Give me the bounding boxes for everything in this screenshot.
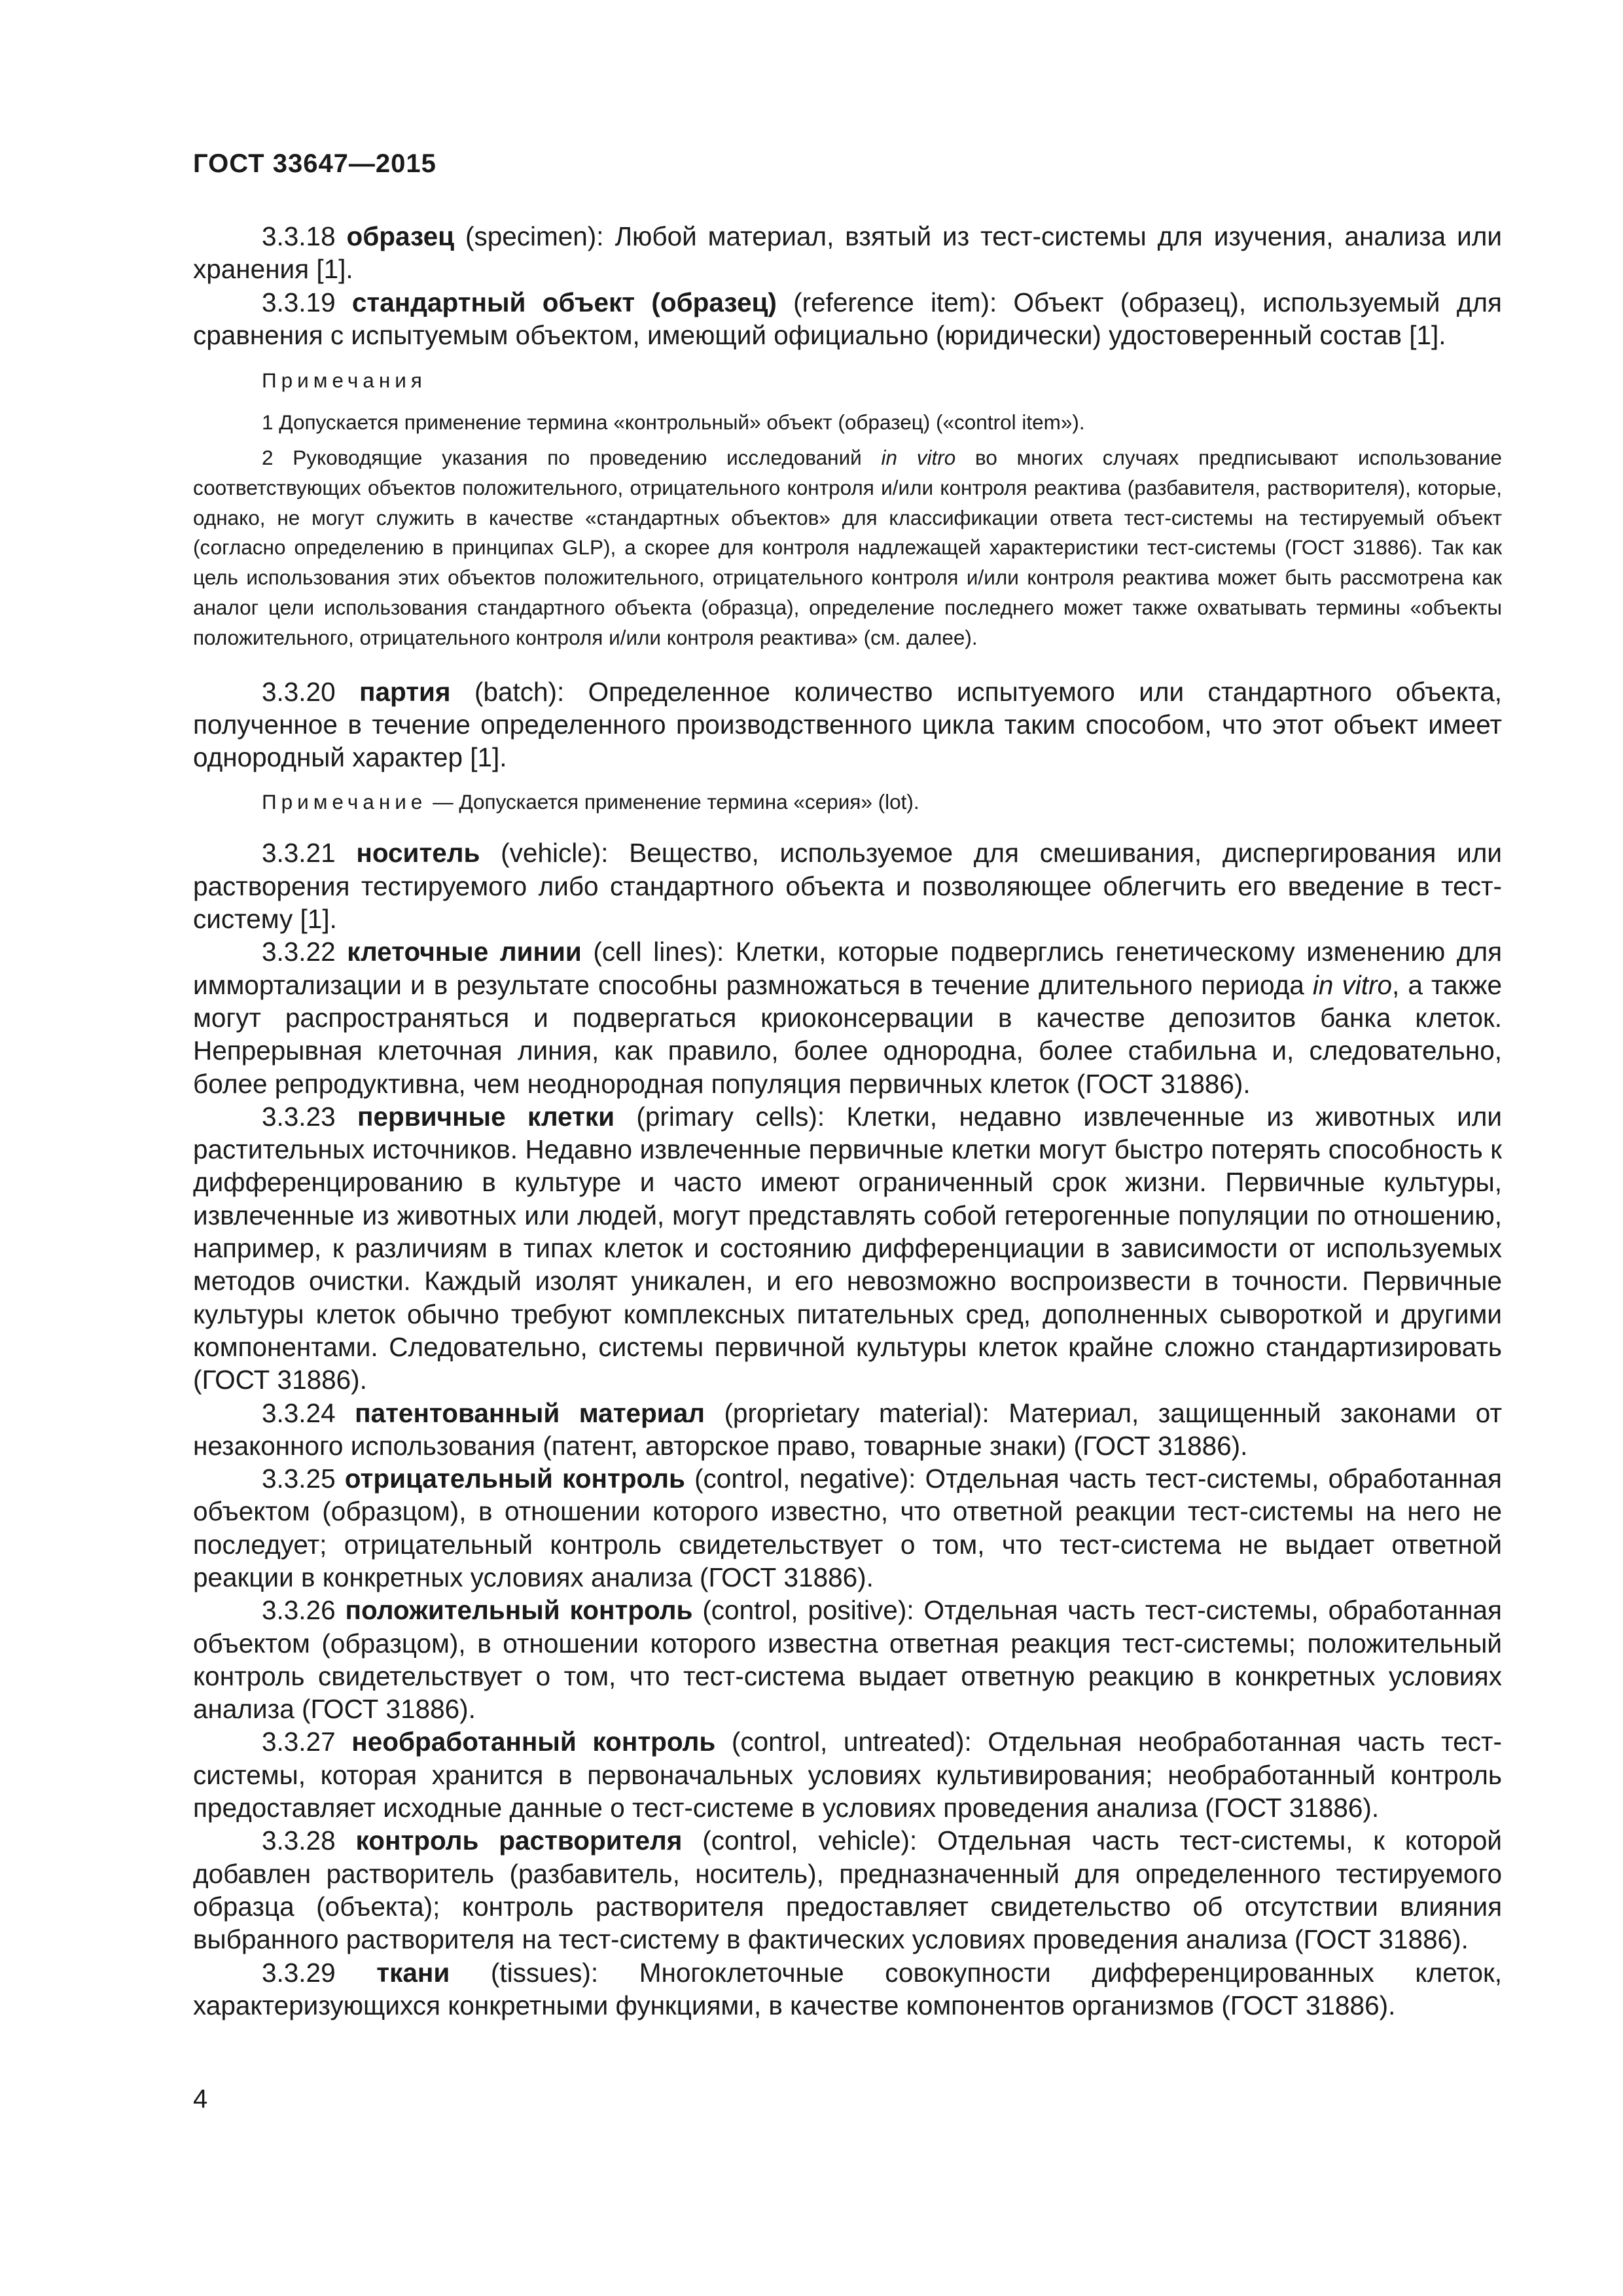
- definition-number: 3.3.29: [262, 1957, 336, 1988]
- notes-heading: Примечания: [262, 368, 427, 393]
- definition-term: клеточные линии: [347, 937, 582, 967]
- definition-number: 3.3.26: [262, 1595, 336, 1626]
- definition-text: (reference item): Объект (образец), используемый для сравнения с испытуемым объектом, имеющий официально (юридически) удостоверенный состав [1].: [193, 287, 1502, 350]
- definition-text: (control, negative): Отдельная часть тест-системы, обработанная объектом (образцом), в отношении которого известно, что ответной реакции тест-системы на него не последует; отрицательный контроль свидетельствует о том, что тест-система не выдает ответной реакции в конкретных условиях анализа (ГОСТ 31886).: [193, 1463, 1502, 1592]
- definition-number: 3.3.18: [262, 221, 336, 251]
- definition-3-3-20: [193, 675, 1502, 774]
- definition-number: 3.3.25: [262, 1463, 336, 1494]
- definition-3-3-21: [193, 836, 1502, 935]
- definition-term: партия: [359, 676, 451, 707]
- italic-term: in vitro: [881, 445, 956, 469]
- note-text: — Допускается применение термина «серия» (lot).: [427, 790, 919, 814]
- page-number: 4: [193, 2085, 208, 2113]
- note-1: 1 Допускается применение термина «контрольный» объект (образец) («control item»).: [262, 410, 1085, 435]
- definition-number: 3.3.24: [262, 1397, 336, 1428]
- definition-group-320: [193, 675, 1502, 774]
- definition-text: (proprietary material): Материал, защищенный законами от незаконного использования (патент, авторское право, товарные знаки) (ГОСТ 31886).: [193, 1397, 1502, 1461]
- definition-number: 3.3.23: [262, 1101, 336, 1132]
- definition-3-3-23: [193, 1100, 1502, 1397]
- document-body: [193, 220, 1502, 2022]
- definition-text: (tissues): Многоклеточные совокупности дифференцированных клеток, характеризующихся конкретными функциями, в качестве компонентов организмов (ГОСТ 31886).: [193, 1957, 1502, 2020]
- definition-term: первичные клетки: [357, 1101, 615, 1132]
- italic-term: in vitro: [1312, 969, 1393, 1000]
- definition-3-3-28: [193, 1824, 1502, 1956]
- note-label: Примечание: [262, 790, 427, 814]
- definition-text: (primary cells): Клетки, недавно извлеченные из животных или растительных источников. Недавно извлеченные первичные клетки могут быстро потерять способность к дифференцированию в культуре и часто имеют ограниченный срок жизни. Первичные культуры, извлеченные из животных или людей, могут представлять собой гетерогенные популяции по отношению, например, к различиям в типах клеток и состоянию дифференциации в зависимости от используемых методов очистки. Каждый изолят уникален, и его невозможно воспроизвести в точности. Первичные культуры клеток обычно требуют комплексных питательных сред, дополненных сывороткой и другими компонентами. Следовательно, системы первичной культуры клеток крайне сложно стандартизировать (ГОСТ 31886).: [193, 1101, 1502, 1395]
- definition-term: стандартный объект (образец): [351, 287, 777, 317]
- document-header: ГОСТ 33647—2015: [193, 149, 437, 178]
- definition-number: 3.3.19: [262, 287, 336, 317]
- definition-3-3-18: [193, 220, 1502, 286]
- notes-block: [193, 367, 1502, 653]
- definition-3-3-27: [193, 1725, 1502, 1824]
- definition-3-3-22: 3.3.22 клеточные линии (cell lines): Клетки, которые подверглись генетическому изменению для иммортализации и в результате способны размножаться в течение длительного периода in vitro, а также могут распространяться и подвергаться криоконсервации в качестве депозитов банка клеток. Непрерывная клеточная линия, как правило, более однородна, более стабильна и, следовательно, более репродуктивна, чем неоднородная популяция первичных клеток (ГОСТ 31886).: [193, 937, 1502, 1099]
- definition-3-3-29: [193, 1956, 1502, 2022]
- definition-term: положительный контроль: [345, 1595, 693, 1626]
- definitions-group-b: [193, 1100, 1502, 2022]
- definitions-group-a: [193, 220, 1502, 351]
- definition-term: отрицательный контроль: [344, 1463, 685, 1494]
- definition-3-3-24: [193, 1397, 1502, 1463]
- definition-text: (control, positive): Отдельная часть тест-системы, обработанная объектом (образцом), в отношении которого известна ответная реакция тест-системы; положительный контроль свидетельствует о том, что тест-система выдает ответную реакцию в конкретных условиях анализа (ГОСТ 31886).: [193, 1595, 1502, 1725]
- definition-3-3-19: [193, 286, 1502, 352]
- definition-text: (control, untreated): Отдельная необработанная часть тест-системы, которая хранится в первоначальных условиях культивирования; необработанный контроль предоставляет исходные данные о тест-системе в условиях проведения анализа (ГОСТ 31886).: [193, 1727, 1502, 1823]
- definition-number: 3.3.27: [262, 1727, 336, 1757]
- definition-term: патентованный материал: [355, 1397, 705, 1428]
- definition-3-3-26: [193, 1594, 1502, 1725]
- definition-term: образец: [346, 221, 455, 251]
- definition-term: необработанный контроль: [351, 1727, 716, 1757]
- definition-text: (control, vehicle): Отдельная часть тест-системы, к которой добавлен растворитель (разбавитель, носитель), предназначенный для определенного тестируемого образца (объекта); контроль растворителя предоставляет свидетельство об отсутствии влияния выбранного растворителя на тест-систему в фактических условиях проведения анализа (ГОСТ 31886).: [193, 1825, 1502, 1955]
- definition-text: (specimen): Любой материал, взятый из тест-системы для изучения, анализа или хранения [1].: [193, 221, 1502, 285]
- definition-term: носитель: [356, 838, 480, 869]
- definition-term: контроль растворителя: [355, 1825, 683, 1856]
- definition-term: ткани: [376, 1957, 450, 1988]
- note-3-3-20: [262, 788, 1502, 816]
- definition-number: 3.3.22: [262, 937, 336, 967]
- definition-3-3-25: [193, 1462, 1502, 1594]
- note-2: 2 Руководящие указания по проведению исследований in vitro во многих случаях предписывают использование соответствующих объектов положительного, отрицательного контроля и/или контроля реактива (разбавителя, растворителя), которые, однако, не могут служить в качестве «стандартных объектов» для классификации ответа тест-системы на тестируемый объект (согласно определению в принципах GLP), а скорее для контроля надлежащей характеристики тест-системы (ГОСТ 31886). Так как цель использования этих объектов положительного, отрицательного контроля и/или контроля реактива может быть рассмотрена как аналог цели использования стандартного объекта (образца), определение последнего может также охватывать термины «объекты положительного, отрицательного контроля и/или контроля реактива» (см. далее).: [193, 445, 1502, 649]
- definition-number: 3.3.28: [262, 1825, 336, 1856]
- definition-text: (batch): Определенное количество испытуемого или стандартного объекта, полученное в течение определенного производственного цикла таким способом, что этот объект имеет однородный характер [1].: [193, 676, 1502, 773]
- definition-number: 3.3.21: [262, 838, 336, 869]
- definition-number: 3.3.20: [262, 676, 336, 707]
- definition-text: (vehicle): Вещество, используемое для смешивания, диспергирования или растворения тестируемого либо стандартного объекта и позволяющее облегчить его введение в тест-систему [1].: [193, 838, 1502, 935]
